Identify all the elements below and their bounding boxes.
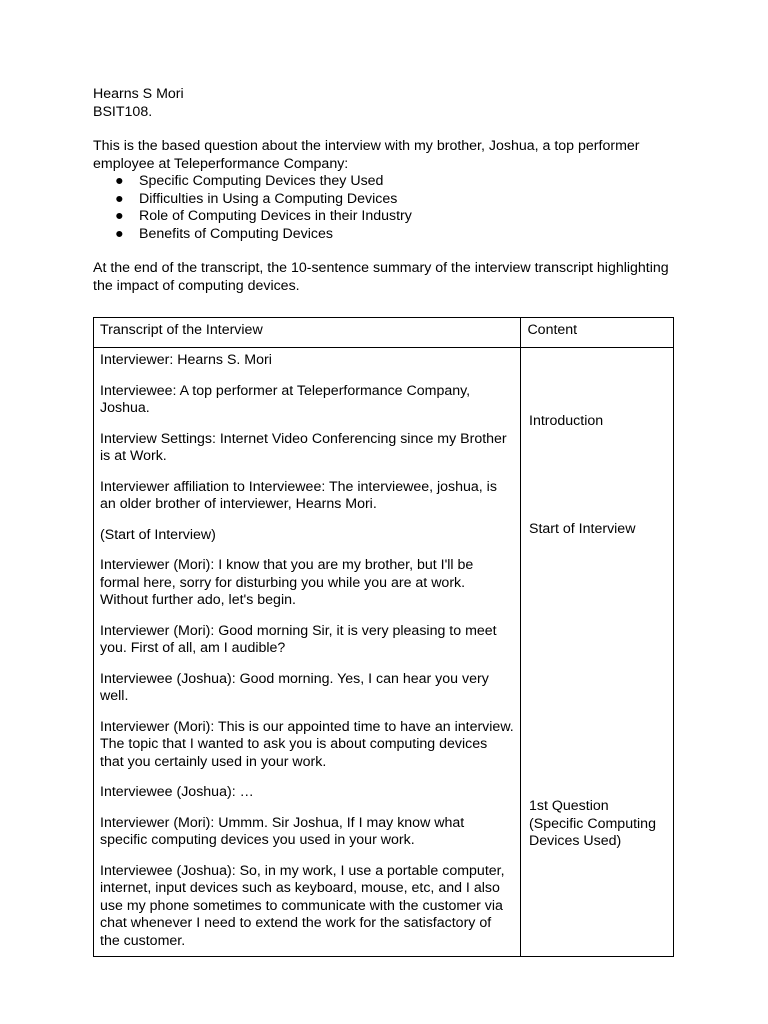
content-cell — [521, 348, 674, 957]
list-item: ● Specific Computing Devices they Used — [115, 173, 384, 189]
transcript-line: Interview Settings: Internet Video Conferencing since my Brother is at Work. — [100, 430, 507, 464]
intro-paragraph: This is the based question about the interview with my brother, Joshua, a top performer employee at Teleperformance Company: — [93, 138, 640, 172]
bullet-icon: ● — [115, 173, 124, 189]
content-label-start: Start of Interview — [529, 521, 636, 537]
transcript-line: Interviewer (Mori): I know that you are my brother, but I'll be formal here, sorry for disturbing you while you are at work. Without further ado, let's begin. — [100, 557, 474, 608]
bullet-icon: ● — [115, 208, 124, 224]
transcript-line: Interviewee (Joshua): So, in my work, I use a portable computer, internet, input devices such as keyboard, mouse, etc, and I also use my phone sometimes to communicate with the customer via chat whenever I need to extend the work for the satisfactory of the customer. — [100, 862, 505, 949]
transcript-cell — [94, 348, 521, 957]
content-label-introduction: Introduction — [529, 413, 604, 429]
transcript-line: Interviewee (Joshua): … — [100, 784, 254, 800]
summary-note: At the end of the transcript, the 10-sentence summary of the interview transcript highlighting the impact of computing devices. — [93, 260, 669, 294]
table-header-row — [94, 318, 674, 348]
transcript-line: Interviewer: Hearns S. Mori — [100, 352, 272, 368]
table-row — [94, 348, 674, 957]
transcript-line: Interviewer affiliation to Interviewee: The interviewee, joshua, is an older brother of interviewer, Hearns Mori. — [100, 478, 497, 512]
transcript-line: Interviewer (Mori): This is our appointed time to have an interview. The topic that I wanted to ask you is about computing devices that you certainly used in your work. — [100, 718, 514, 770]
bullet-icon: ● — [115, 225, 124, 242]
transcript-line: Interviewee: A top performer at Teleperformance Company, Joshua. — [100, 382, 471, 416]
list-item: ● Benefits of Computing Devices — [115, 225, 333, 242]
header-transcript: Transcript of the Interview — [94, 318, 521, 348]
course-code: BSIT108. — [93, 103, 153, 120]
list-item: ● Role of Computing Devices in their Industry — [115, 208, 412, 224]
content-label-question-1: 1st Question (Specific Computing Devices Used) — [529, 798, 656, 849]
transcript-line: (Start of Interview) — [100, 526, 216, 543]
document-page — [93, 86, 683, 295]
header-content: Content — [521, 318, 674, 348]
topic-list — [93, 173, 683, 243]
list-item: ● Difficulties in Using a Computing Devices — [115, 190, 398, 207]
transcript-line: Interviewer (Mori): Good morning Sir, it is very pleasing to meet you. First of all, am I audible? — [100, 622, 497, 656]
transcript-line: Interviewee (Joshua): Good morning. Yes, I can hear you very well. — [100, 670, 489, 704]
transcript-line: Interviewer (Mori): Ummm. Sir Joshua, If I may know what specific computing devices you used in your work. — [100, 814, 465, 848]
author-name: Hearns S Mori — [93, 86, 184, 102]
bullet-icon: ● — [115, 190, 124, 207]
